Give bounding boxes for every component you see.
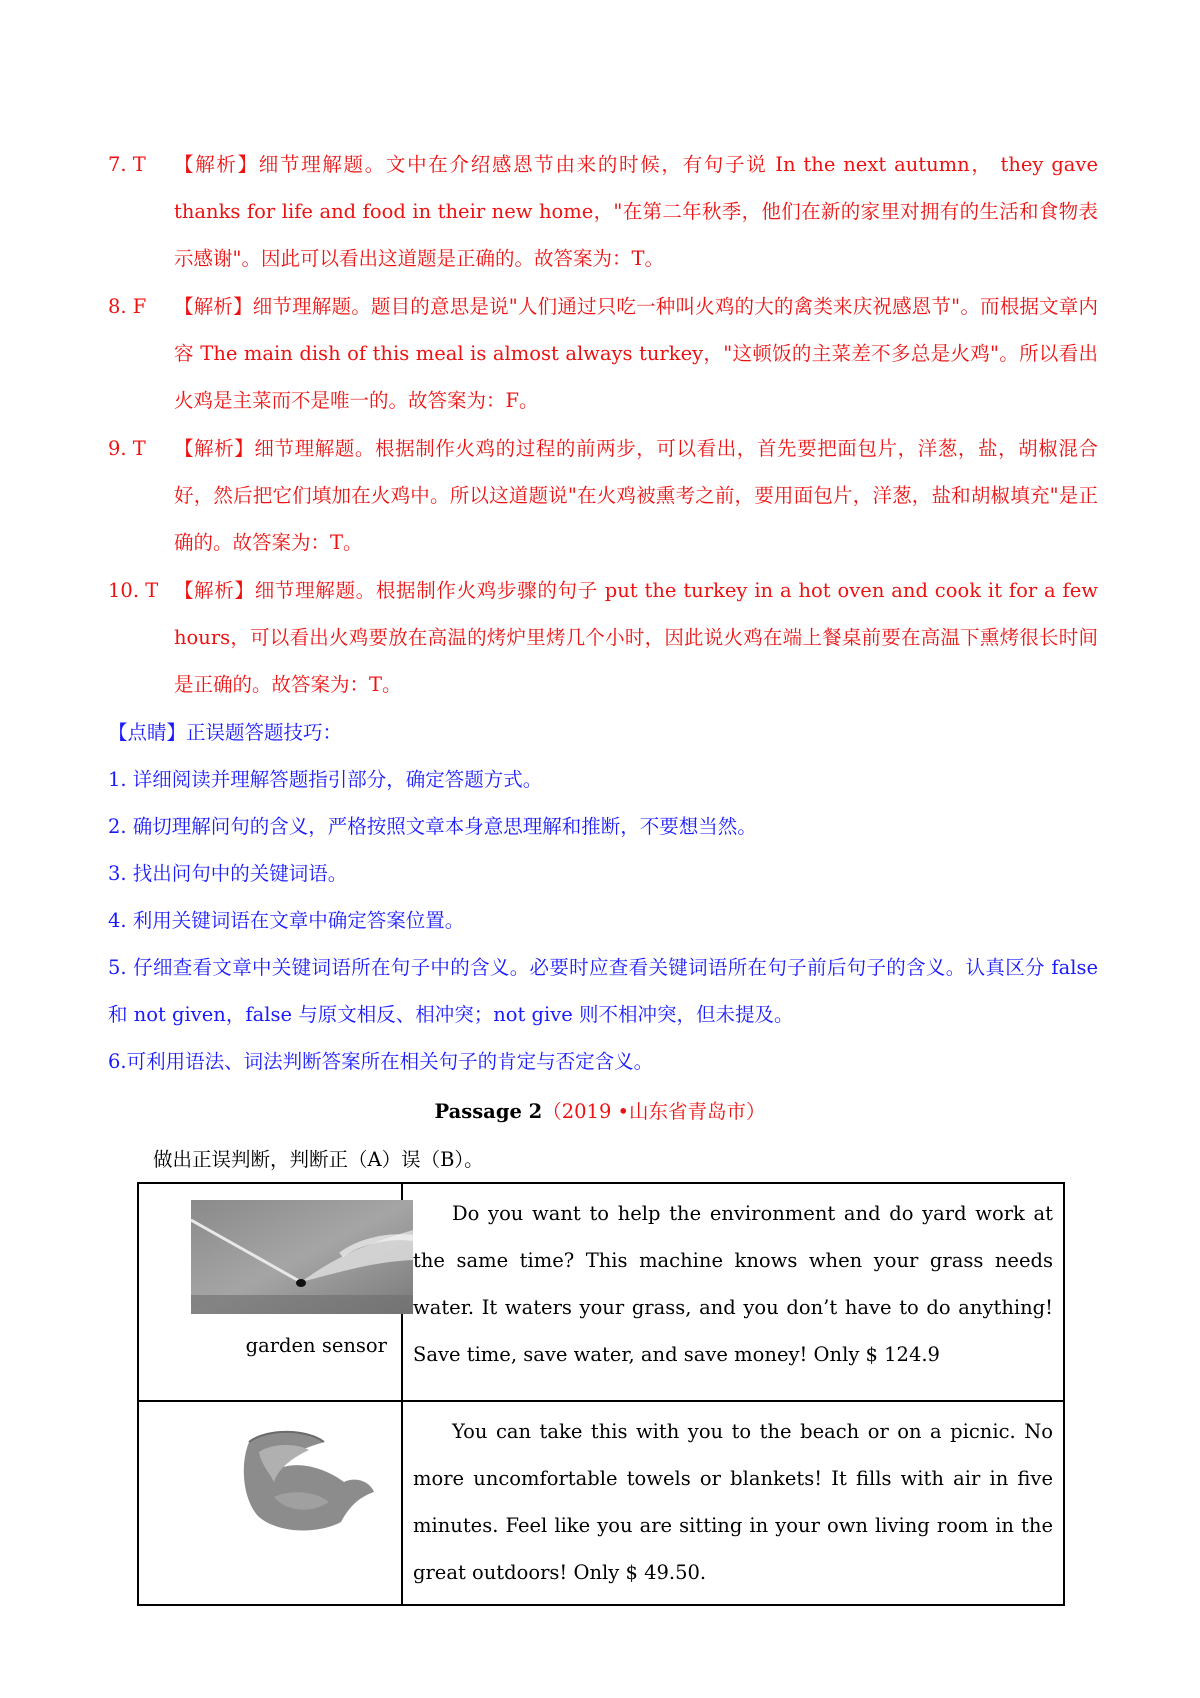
passage-instruction: 做出正误判断，判断正（A）误（B）。 — [153, 1148, 484, 1171]
ad-description: Do you want to help the environment and do yard work at the same time? This machine knows when your grass needs water. It waters your grass, and you don’t have to do anything! Save time, save water, and save money! Only $ 124.9 — [402, 1183, 1064, 1401]
answer-explanation: 【解析】细节理解题。根据制作火鸡步骤的句子 put the turkey in a hot oven and cook it for a few hours，可以看出火鸡要放在高温的烤炉里烤几个小时，因此说火鸡在端上餐桌前要在高温下熏烤很长时间是正确的。故答案为：T。 — [174, 579, 1098, 696]
tip-item: 6.可利用语法、词法判断答案所在相关句子的肯定与否定含义。 — [108, 1050, 654, 1073]
answer-number: 7. T — [108, 153, 146, 176]
answer-number: 8. F — [108, 295, 147, 318]
answer-number: 9. T — [108, 437, 146, 460]
garden-sensor-image — [191, 1200, 413, 1314]
answer-9 — [108, 425, 1098, 566]
answer-8 — [108, 283, 1098, 424]
answer-number: 10. T — [108, 579, 159, 602]
passage-heading — [0, 1092, 1200, 1132]
tip-item: 2. 确切理解问句的含义，严格按照文章本身意思理解和推断，不要想当然。 — [108, 815, 757, 838]
tip-item: 5. 仔细查看文章中关键词语所在句子中的含义。必要时应查看关键词语所在句子前后句子的含义。认真区分 false 和 not given，false 与原文相反、相冲突；not give 则不相冲突，但未提及。 — [108, 956, 1098, 1026]
table-row — [138, 1183, 1064, 1401]
answer-explanation: 【解析】细节理解题。题目的意思是说"人们通过只吃一种叫火鸡的大的禽类来庆祝感恩节"。而根据文章内容 The main dish of this meal is almost always turkey，"这顿饭的主菜差不多总是火鸡"。所以看出火鸡是主菜而不是唯一的。故答案为：F。 — [174, 295, 1098, 412]
inflatable-seat-image — [229, 1422, 379, 1542]
tip-item: 4. 利用关键词语在文章中确定答案位置。 — [108, 909, 465, 932]
passage-source: （2019 •山东省青岛市） — [542, 1100, 766, 1123]
table-row — [138, 1401, 1064, 1605]
ad-description: You can take this with you to the beach or on a picnic. No more uncomfortable towels or blankets! It fills with air in five minutes. Feel like you are sitting in your own living room in the great outdoors! Only $ 49.50. — [402, 1401, 1064, 1605]
answer-7 — [108, 141, 1098, 282]
answer-explanation: 【解析】细节理解题。根据制作火鸡的过程的前两步，可以看出，首先要把面包片，洋葱，盐，胡椒混合好，然后把它们填加在火鸡中。所以这道题说"在火鸡被熏考之前，要用面包片，洋葱，盐和胡椒填充"是正确的。故答案为：T。 — [174, 437, 1098, 554]
tip-item: 3. 找出问句中的关键词语。 — [108, 862, 348, 885]
passage-title: Passage 2 — [434, 1100, 543, 1123]
ad-image-cell — [138, 1183, 402, 1401]
ad-image-cell — [138, 1401, 402, 1605]
ad-caption: garden sensor — [245, 1334, 387, 1357]
tips-heading: 【点睛】正误题答题技巧： — [108, 721, 343, 744]
ads-table — [137, 1182, 1065, 1606]
tip-item: 1. 详细阅读并理解答题指引部分，确定答题方式。 — [108, 768, 543, 791]
answer-10 — [108, 567, 1098, 708]
answer-explanation: 【解析】细节理解题。文中在介绍感恩节由来的时候，有句子说 In the next autumn， they gave thanks for life and food in their new home，"在第二年秋季，他们在新的家里对拥有的生活和食物表示感谢"。因此可以看出这道题是正确的。故答案为：T。 — [174, 153, 1098, 270]
